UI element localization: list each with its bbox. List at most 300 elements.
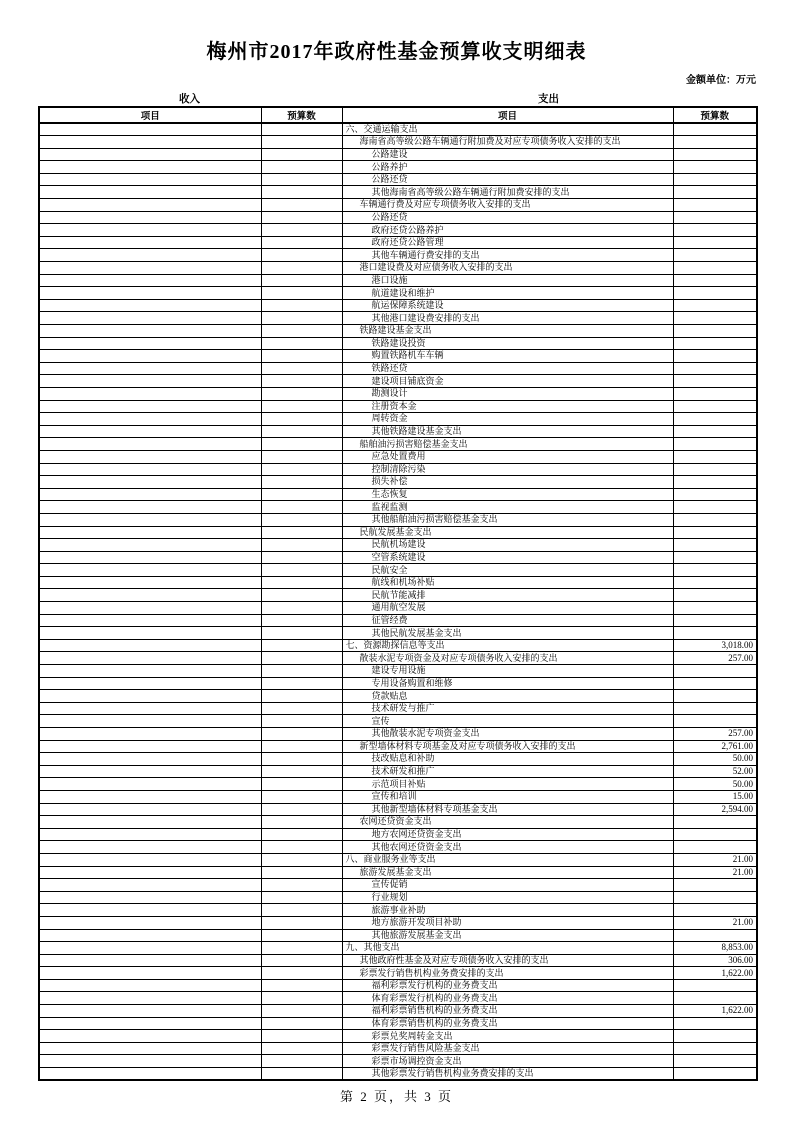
- table-row: [39, 488, 757, 501]
- revenue-item-cell: [39, 954, 261, 967]
- revenue-item-cell: [39, 262, 261, 275]
- revenue-budget-cell: [261, 828, 342, 841]
- table-row: [39, 904, 757, 917]
- revenue-budget-cell: [261, 803, 342, 816]
- expenditure-budget-cell: [673, 337, 757, 350]
- expenditure-item-cell: 其他散装水泥专项资金支出: [342, 728, 673, 741]
- revenue-item-cell: [39, 828, 261, 841]
- revenue-item-cell: [39, 325, 261, 338]
- revenue-item-cell: [39, 765, 261, 778]
- revenue-item-cell: [39, 665, 261, 678]
- revenue-budget-cell: [261, 450, 342, 463]
- revenue-budget-cell: [261, 1017, 342, 1030]
- revenue-item-cell: [39, 224, 261, 237]
- expenditure-item-cell: 宣传: [342, 715, 673, 728]
- expenditure-budget-cell: [673, 413, 757, 426]
- table-row: [39, 387, 757, 400]
- table-row: [39, 526, 757, 539]
- revenue-budget-cell: [261, 199, 342, 212]
- revenue-item-cell: [39, 753, 261, 766]
- expenditure-budget-cell: [673, 526, 757, 539]
- expenditure-budget-cell: 257.00: [673, 728, 757, 741]
- expenditure-item-cell: 贷款贴息: [342, 690, 673, 703]
- expenditure-budget-cell: 52.00: [673, 765, 757, 778]
- revenue-item-cell: [39, 841, 261, 854]
- expenditure-budget-cell: [673, 513, 757, 526]
- revenue-item-cell: [39, 400, 261, 413]
- revenue-budget-cell: [261, 576, 342, 589]
- revenue-item-cell: [39, 790, 261, 803]
- table-row: [39, 753, 757, 766]
- revenue-budget-cell: [261, 186, 342, 199]
- table-row: [39, 1017, 757, 1030]
- expenditure-budget-cell: [673, 702, 757, 715]
- expenditure-item-cell: 铁路还贷: [342, 362, 673, 375]
- revenue-item-cell: [39, 1042, 261, 1055]
- revenue-item-cell: [39, 879, 261, 892]
- table-row: [39, 262, 757, 275]
- expenditure-budget-cell: 1,622.00: [673, 967, 757, 980]
- revenue-item-cell: [39, 287, 261, 300]
- table-row: [39, 136, 757, 149]
- revenue-budget-cell: [261, 362, 342, 375]
- revenue-budget-cell: [261, 967, 342, 980]
- revenue-budget-cell: [261, 1005, 342, 1018]
- expenditure-item-cell: 散装水泥专项资金及对应专项债务收入安排的支出: [342, 652, 673, 665]
- table-row: [39, 879, 757, 892]
- table-row: [39, 123, 757, 136]
- revenue-budget-cell: [261, 513, 342, 526]
- expenditure-item-cell: 控制清除污染: [342, 463, 673, 476]
- revenue-item-cell: [39, 249, 261, 262]
- revenue-item-cell: [39, 274, 261, 287]
- expenditure-item-cell: 其他海南省高等级公路车辆通行附加费安排的支出: [342, 186, 673, 199]
- expenditure-budget-cell: [673, 665, 757, 678]
- revenue-item-cell: [39, 677, 261, 690]
- revenue-item-cell: [39, 602, 261, 615]
- expenditure-item-cell: 其他新型墙体材料专项基金支出: [342, 803, 673, 816]
- revenue-budget-cell: [261, 690, 342, 703]
- revenue-budget-cell: [261, 337, 342, 350]
- expenditure-budget-cell: 21.00: [673, 853, 757, 866]
- revenue-item-cell: [39, 1055, 261, 1068]
- revenue-budget-cell: [261, 274, 342, 287]
- table-row: [39, 614, 757, 627]
- revenue-item-cell: [39, 1017, 261, 1030]
- table-row: [39, 425, 757, 438]
- table-row: [39, 929, 757, 942]
- revenue-budget-cell: [261, 853, 342, 866]
- table-row: [39, 576, 757, 589]
- revenue-item-cell: [39, 299, 261, 312]
- table-row: [39, 702, 757, 715]
- expenditure-item-cell: 铁路建设投资: [342, 337, 673, 350]
- expenditure-budget-cell: 15.00: [673, 790, 757, 803]
- revenue-item-cell: [39, 211, 261, 224]
- expenditure-item-cell: 九、其他支出: [342, 942, 673, 955]
- expenditure-item-cell: 损失补偿: [342, 476, 673, 489]
- revenue-item-cell: [39, 450, 261, 463]
- revenue-budget-cell: [261, 539, 342, 552]
- table-row: [39, 891, 757, 904]
- expenditure-item-cell: 政府还贷公路养护: [342, 224, 673, 237]
- expenditure-item-cell: 旅游事业补助: [342, 904, 673, 917]
- expenditure-item-cell: 专用设备购置和维修: [342, 677, 673, 690]
- expenditure-budget-cell: [673, 929, 757, 942]
- revenue-budget-cell: [261, 526, 342, 539]
- table-body: [39, 123, 757, 1080]
- budget-table: [38, 106, 758, 1081]
- expenditure-budget-cell: [673, 627, 757, 640]
- table-row: [39, 337, 757, 350]
- expenditure-item-cell: 应急处置费用: [342, 450, 673, 463]
- table-row: [39, 211, 757, 224]
- expenditure-budget-cell: [673, 879, 757, 892]
- revenue-budget-cell: [261, 879, 342, 892]
- expenditure-budget-cell: [673, 476, 757, 489]
- revenue-item-cell: [39, 236, 261, 249]
- expenditure-budget-cell: [673, 979, 757, 992]
- expenditure-budget-cell: [673, 1042, 757, 1055]
- expenditure-item-cell: 新型墙体材料专项基金及对应专项债务收入安排的支出: [342, 740, 673, 753]
- table-row: [39, 715, 757, 728]
- revenue-item-cell: [39, 350, 261, 363]
- expenditure-budget-cell: [673, 602, 757, 615]
- table-row: [39, 942, 757, 955]
- table-row: [39, 148, 757, 161]
- revenue-item-column-header: 项目: [39, 107, 261, 123]
- table-row: [39, 652, 757, 665]
- expenditure-item-cell: 技改贴息和补助: [342, 753, 673, 766]
- expenditure-budget-cell: [673, 312, 757, 325]
- page-title: 梅州市2017年政府性基金预算收支明细表: [206, 41, 587, 63]
- revenue-budget-cell: [261, 476, 342, 489]
- expenditure-item-cell: 建设专用设施: [342, 665, 673, 678]
- revenue-budget-cell: [261, 728, 342, 741]
- table-row: [39, 740, 757, 753]
- table-row: [39, 690, 757, 703]
- expenditure-item-cell: 监视监测: [342, 501, 673, 514]
- expenditure-item-cell: 彩票发行销售风险基金支出: [342, 1042, 673, 1055]
- revenue-item-cell: [39, 904, 261, 917]
- expenditure-budget-cell: [673, 1030, 757, 1043]
- revenue-budget-cell: [261, 677, 342, 690]
- table-row: [39, 299, 757, 312]
- revenue-budget-column-header: 预算数: [261, 107, 342, 123]
- expenditure-item-cell: 铁路建设基金支出: [342, 325, 673, 338]
- expenditure-budget-cell: [673, 173, 757, 186]
- revenue-item-cell: [39, 979, 261, 992]
- revenue-budget-cell: [261, 665, 342, 678]
- expenditure-budget-cell: 50.00: [673, 753, 757, 766]
- expenditure-group-header: 支出: [538, 94, 559, 105]
- expenditure-item-cell: 民航机场建设: [342, 539, 673, 552]
- table-row: [39, 1055, 757, 1068]
- table-row: [39, 551, 757, 564]
- table-row: [39, 375, 757, 388]
- expenditure-budget-cell: [673, 539, 757, 552]
- revenue-budget-cell: [261, 589, 342, 602]
- expenditure-item-cell: 宣传促销: [342, 879, 673, 892]
- expenditure-item-cell: 福利彩票发行机构的业务费支出: [342, 979, 673, 992]
- expenditure-budget-cell: [673, 564, 757, 577]
- expenditure-budget-cell: [673, 828, 757, 841]
- revenue-item-cell: [39, 866, 261, 879]
- expenditure-item-cell: 空管系统建设: [342, 551, 673, 564]
- expenditure-budget-cell: 8,853.00: [673, 942, 757, 955]
- revenue-budget-cell: [261, 325, 342, 338]
- table-row: [39, 765, 757, 778]
- revenue-budget-cell: [261, 387, 342, 400]
- revenue-budget-cell: [261, 262, 342, 275]
- table-row: [39, 841, 757, 854]
- revenue-group-header: 收入: [179, 94, 200, 105]
- revenue-budget-cell: [261, 1068, 342, 1081]
- revenue-item-cell: [39, 161, 261, 174]
- table-row: [39, 438, 757, 451]
- expenditure-budget-cell: [673, 614, 757, 627]
- expenditure-budget-cell: [673, 186, 757, 199]
- table-row: [39, 362, 757, 375]
- expenditure-item-cell: 八、商业服务业等支出: [342, 853, 673, 866]
- revenue-budget-cell: [261, 438, 342, 451]
- table-row: [39, 639, 757, 652]
- page-footer: 第 2 页，共 3 页: [339, 1089, 453, 1104]
- expenditure-item-cell: 行业规划: [342, 891, 673, 904]
- expenditure-item-cell: 宣传和培训: [342, 790, 673, 803]
- expenditure-budget-cell: 50.00: [673, 778, 757, 791]
- expenditure-budget-cell: [673, 387, 757, 400]
- revenue-item-cell: [39, 778, 261, 791]
- revenue-item-cell: [39, 1030, 261, 1043]
- expenditure-item-cell: 示范项目补贴: [342, 778, 673, 791]
- revenue-budget-cell: [261, 425, 342, 438]
- revenue-budget-cell: [261, 740, 342, 753]
- expenditure-budget-cell: [673, 362, 757, 375]
- table-row: [39, 161, 757, 174]
- table-row: [39, 790, 757, 803]
- revenue-budget-cell: [261, 841, 342, 854]
- revenue-item-cell: [39, 564, 261, 577]
- table-row: [39, 236, 757, 249]
- expenditure-budget-cell: [673, 249, 757, 262]
- table-row: [39, 513, 757, 526]
- expenditure-item-cell: 旅游发展基金支出: [342, 866, 673, 879]
- table-row: [39, 287, 757, 300]
- expenditure-item-cell: 征管经费: [342, 614, 673, 627]
- revenue-item-cell: [39, 1005, 261, 1018]
- revenue-budget-cell: [261, 992, 342, 1005]
- revenue-budget-cell: [261, 891, 342, 904]
- revenue-item-cell: [39, 627, 261, 640]
- revenue-budget-cell: [261, 1055, 342, 1068]
- expenditure-budget-cell: [673, 715, 757, 728]
- expenditure-item-cell: 勘测设计: [342, 387, 673, 400]
- expenditure-item-cell: 民航安全: [342, 564, 673, 577]
- expenditure-item-cell: 六、交通运输支出: [342, 123, 673, 136]
- revenue-item-cell: [39, 891, 261, 904]
- revenue-item-cell: [39, 1068, 261, 1081]
- expenditure-budget-cell: 1,622.00: [673, 1005, 757, 1018]
- revenue-item-cell: [39, 186, 261, 199]
- revenue-item-cell: [39, 589, 261, 602]
- revenue-budget-cell: [261, 778, 342, 791]
- expenditure-item-cell: 生态恢复: [342, 488, 673, 501]
- table-row: [39, 967, 757, 980]
- revenue-budget-cell: [261, 904, 342, 917]
- expenditure-item-cell: 建设项目铺底资金: [342, 375, 673, 388]
- expenditure-budget-cell: [673, 123, 757, 136]
- expenditure-item-cell: 其他彩票发行销售机构业务费安排的支出: [342, 1068, 673, 1081]
- table-row: [39, 564, 757, 577]
- expenditure-item-cell: 周转资金: [342, 413, 673, 426]
- expenditure-budget-cell: [673, 199, 757, 212]
- revenue-budget-cell: [261, 564, 342, 577]
- revenue-item-cell: [39, 148, 261, 161]
- revenue-budget-cell: [261, 400, 342, 413]
- expenditure-item-cell: 体育彩票发行机构的业务费支出: [342, 992, 673, 1005]
- revenue-item-cell: [39, 929, 261, 942]
- expenditure-budget-cell: [673, 224, 757, 237]
- revenue-budget-cell: [261, 979, 342, 992]
- expenditure-budget-cell: [673, 287, 757, 300]
- expenditure-item-cell: 购置铁路机车车辆: [342, 350, 673, 363]
- revenue-budget-cell: [261, 702, 342, 715]
- expenditure-budget-cell: [673, 161, 757, 174]
- revenue-budget-cell: [261, 148, 342, 161]
- table-row: [39, 1005, 757, 1018]
- expenditure-item-cell: 通用航空发展: [342, 602, 673, 615]
- revenue-budget-cell: [261, 652, 342, 665]
- table-row: [39, 728, 757, 741]
- expenditure-item-cell: 其他港口建设费安排的支出: [342, 312, 673, 325]
- table-row: [39, 778, 757, 791]
- expenditure-item-cell: 航道建设和维护: [342, 287, 673, 300]
- table-row: [39, 312, 757, 325]
- revenue-item-cell: [39, 375, 261, 388]
- revenue-budget-cell: [261, 753, 342, 766]
- revenue-item-cell: [39, 123, 261, 136]
- revenue-budget-cell: [261, 1030, 342, 1043]
- expenditure-item-cell: 其他铁路建设基金支出: [342, 425, 673, 438]
- expenditure-item-cell: 公路还贷: [342, 173, 673, 186]
- revenue-item-cell: [39, 539, 261, 552]
- expenditure-budget-cell: [673, 438, 757, 451]
- revenue-item-cell: [39, 387, 261, 400]
- table-row: [39, 1042, 757, 1055]
- expenditure-budget-cell: [673, 274, 757, 287]
- revenue-item-cell: [39, 576, 261, 589]
- table-row: [39, 1068, 757, 1081]
- revenue-item-cell: [39, 816, 261, 829]
- revenue-budget-cell: [261, 614, 342, 627]
- revenue-item-cell: [39, 715, 261, 728]
- revenue-budget-cell: [261, 299, 342, 312]
- revenue-budget-cell: [261, 942, 342, 955]
- revenue-budget-cell: [261, 375, 342, 388]
- expenditure-item-cell: 政府还贷公路管理: [342, 236, 673, 249]
- revenue-item-cell: [39, 513, 261, 526]
- expenditure-budget-cell: 257.00: [673, 652, 757, 665]
- revenue-item-cell: [39, 916, 261, 929]
- table-row: [39, 476, 757, 489]
- expenditure-budget-cell: [673, 1055, 757, 1068]
- expenditure-item-cell: 民航节能减排: [342, 589, 673, 602]
- revenue-budget-cell: [261, 211, 342, 224]
- revenue-budget-cell: [261, 488, 342, 501]
- expenditure-budget-cell: [673, 501, 757, 514]
- revenue-budget-cell: [261, 173, 342, 186]
- revenue-budget-cell: [261, 639, 342, 652]
- revenue-budget-cell: [261, 161, 342, 174]
- revenue-budget-cell: [261, 715, 342, 728]
- revenue-budget-cell: [261, 249, 342, 262]
- expenditure-budget-cell: [673, 450, 757, 463]
- table-row: [39, 539, 757, 552]
- expenditure-item-cell: 民航发展基金支出: [342, 526, 673, 539]
- expenditure-budget-cell: [673, 425, 757, 438]
- expenditure-budget-cell: [673, 262, 757, 275]
- table-row: [39, 916, 757, 929]
- expenditure-budget-cell: [673, 488, 757, 501]
- expenditure-item-cell: 体育彩票销售机构的业务费支出: [342, 1017, 673, 1030]
- revenue-budget-cell: [261, 287, 342, 300]
- expenditure-budget-cell: [673, 1068, 757, 1081]
- revenue-item-cell: [39, 702, 261, 715]
- expenditure-item-cell: 其他船舶油污损害赔偿基金支出: [342, 513, 673, 526]
- expenditure-item-cell: 港口设施: [342, 274, 673, 287]
- unit-label: 金额单位：万元: [686, 75, 756, 86]
- expenditure-budget-cell: [673, 463, 757, 476]
- table-row: [39, 450, 757, 463]
- table-row: [39, 853, 757, 866]
- expenditure-item-cell: 农网还贷资金支出: [342, 816, 673, 829]
- table-row: [39, 400, 757, 413]
- expenditure-item-cell: 公路建设: [342, 148, 673, 161]
- expenditure-budget-cell: [673, 841, 757, 854]
- expenditure-budget-cell: [673, 350, 757, 363]
- expenditure-budget-cell: [673, 589, 757, 602]
- expenditure-item-cell: 其他民航发展基金支出: [342, 627, 673, 640]
- table-row: [39, 173, 757, 186]
- revenue-item-cell: [39, 463, 261, 476]
- expenditure-budget-cell: [673, 1017, 757, 1030]
- revenue-item-cell: [39, 136, 261, 149]
- expenditure-budget-cell: [673, 816, 757, 829]
- table-row: [39, 249, 757, 262]
- table-row: [39, 992, 757, 1005]
- table-row: [39, 589, 757, 602]
- revenue-budget-cell: [261, 916, 342, 929]
- expenditure-budget-cell: [673, 677, 757, 690]
- table-row: [39, 816, 757, 829]
- expenditure-item-cell: 注册资本金: [342, 400, 673, 413]
- table-row: [39, 954, 757, 967]
- revenue-item-cell: [39, 413, 261, 426]
- revenue-item-cell: [39, 992, 261, 1005]
- revenue-budget-cell: [261, 136, 342, 149]
- revenue-budget-cell: [261, 463, 342, 476]
- table-row: [39, 803, 757, 816]
- expenditure-budget-cell: 3,018.00: [673, 639, 757, 652]
- revenue-item-cell: [39, 526, 261, 539]
- revenue-item-cell: [39, 728, 261, 741]
- expenditure-budget-cell: [673, 690, 757, 703]
- expenditure-budget-cell: [673, 148, 757, 161]
- expenditure-item-cell: 技术研发与推广: [342, 702, 673, 715]
- expenditure-budget-cell: [673, 375, 757, 388]
- table-row: [39, 199, 757, 212]
